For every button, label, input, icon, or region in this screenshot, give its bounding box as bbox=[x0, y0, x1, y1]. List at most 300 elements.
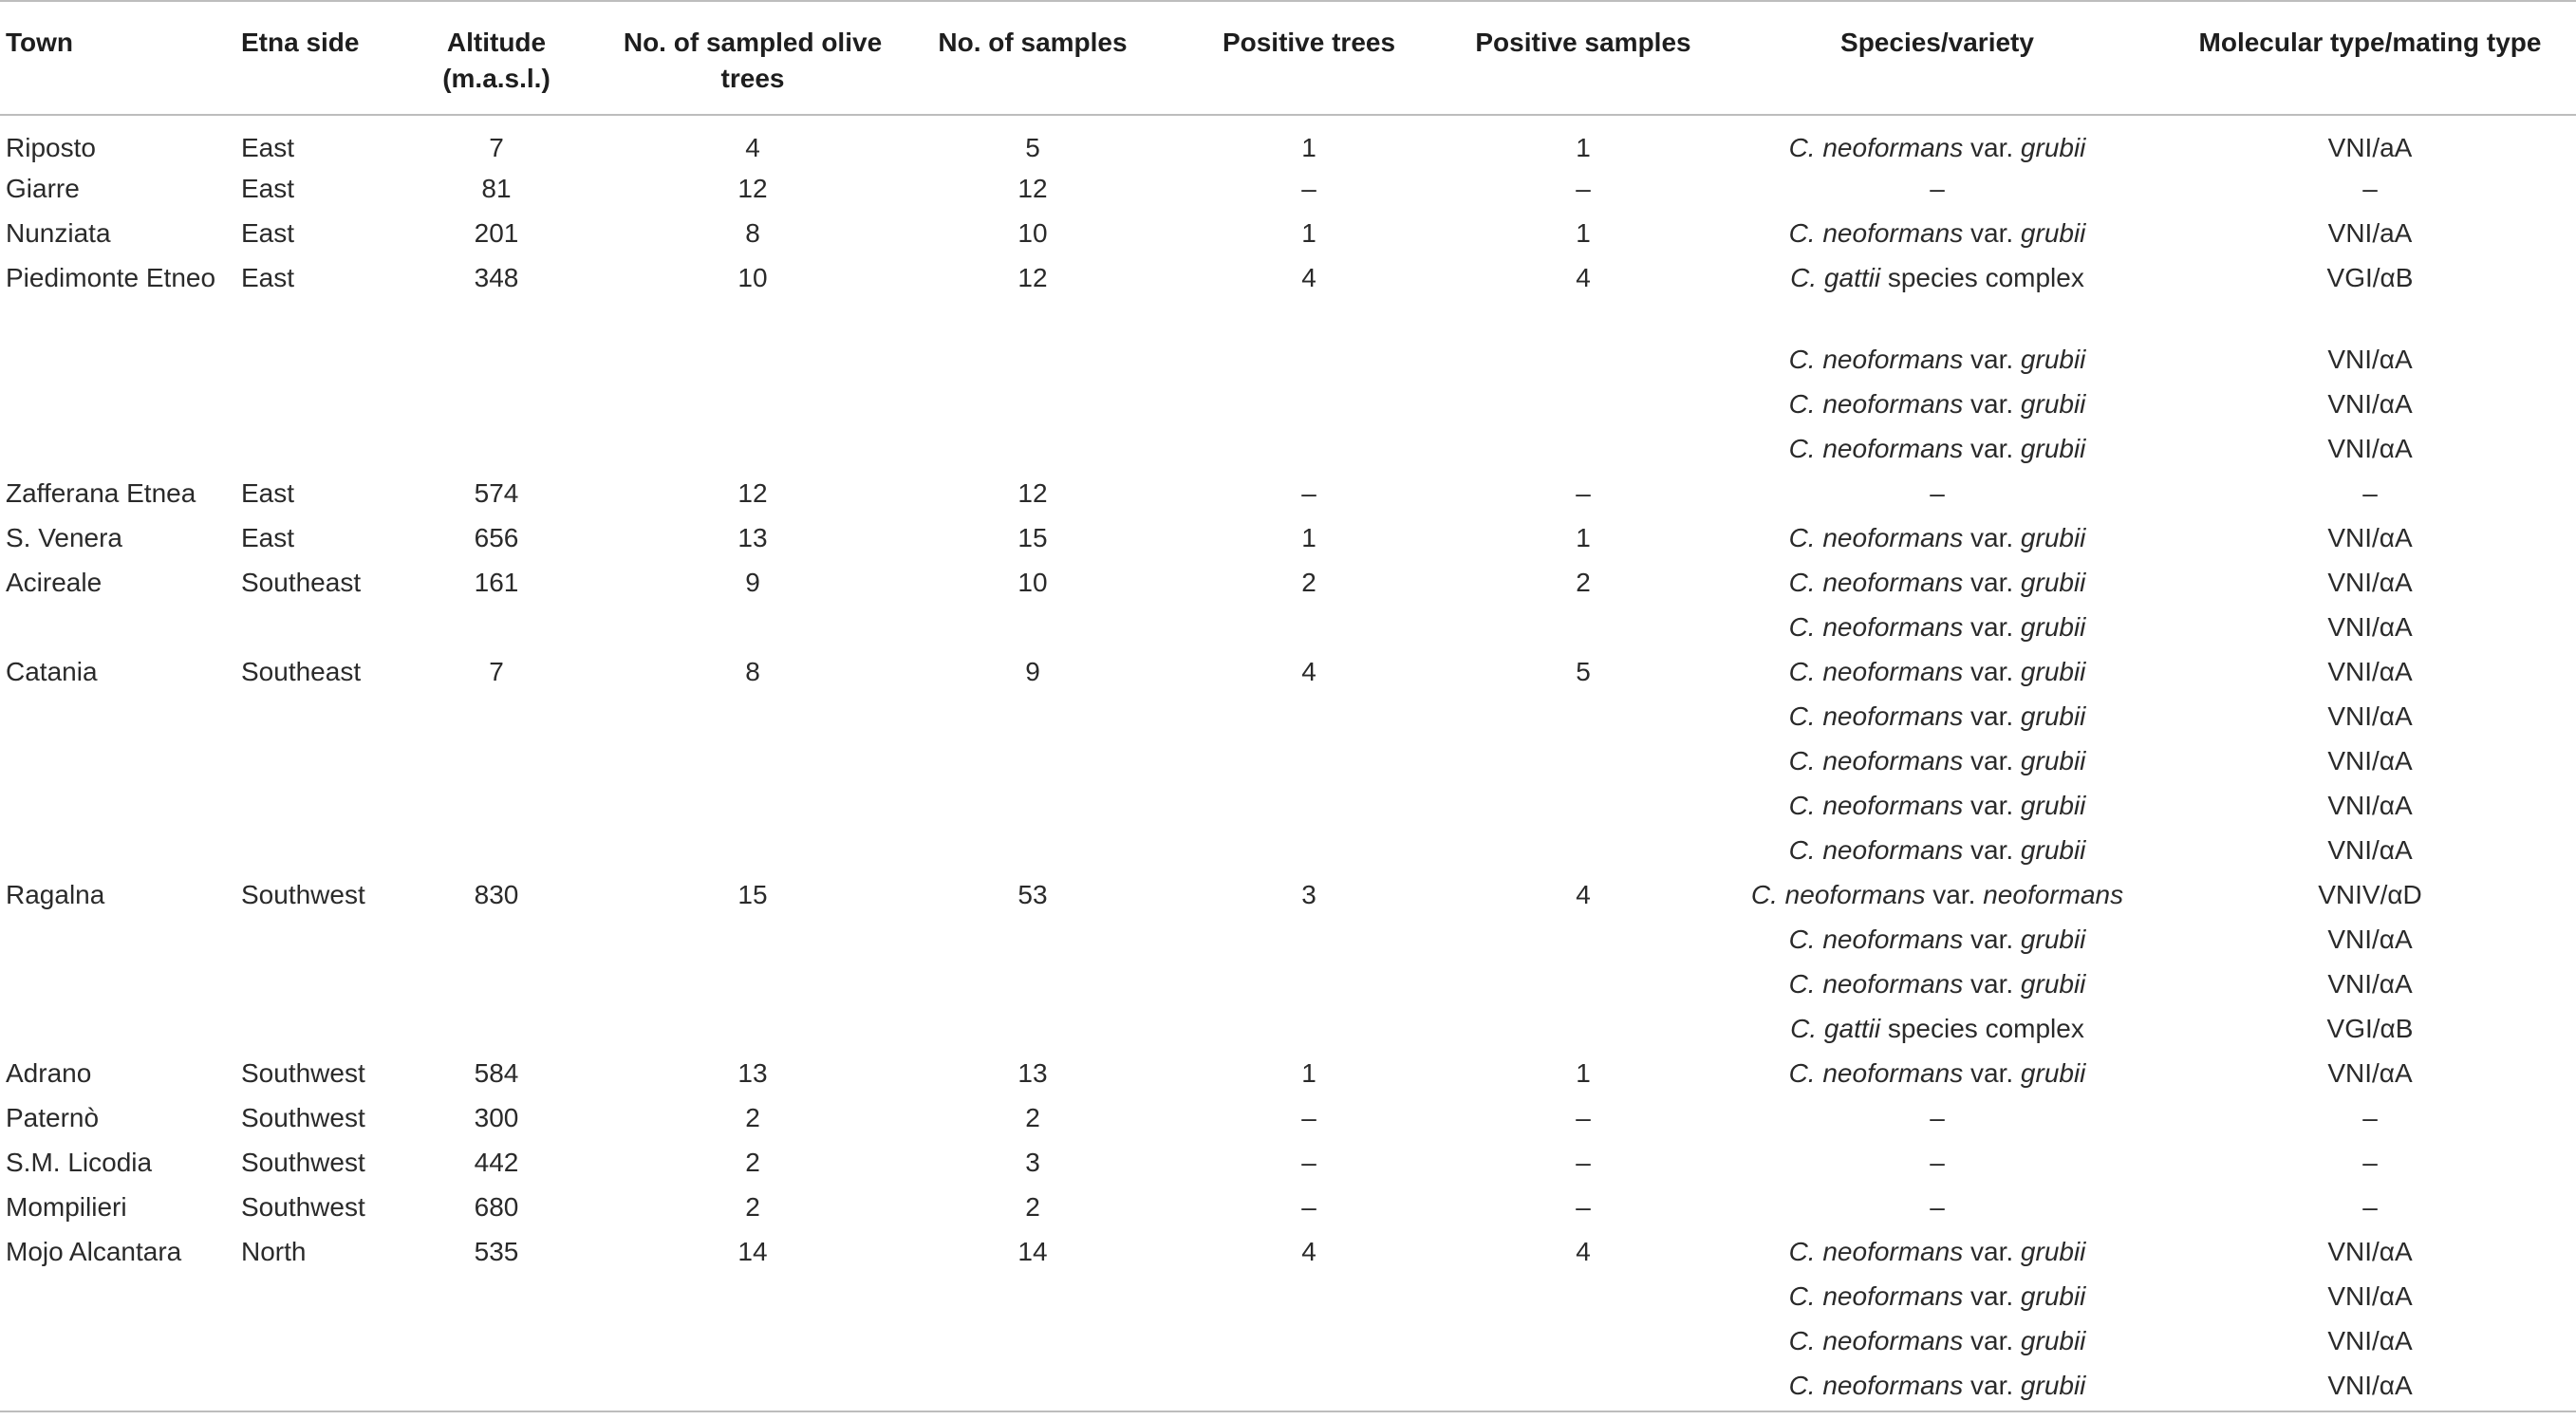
cell-species bbox=[1710, 215, 2164, 259]
cell-samples: 12 bbox=[1017, 263, 1048, 292]
cell-samples: 13 bbox=[1017, 1058, 1048, 1088]
cell-molecular-type: VNI/aA bbox=[2327, 133, 2413, 162]
cell-town: Mompilieri bbox=[6, 1192, 127, 1222]
species-italic-text: grubii bbox=[2020, 1058, 2086, 1088]
cell-etna-side bbox=[233, 921, 391, 965]
cell-etna-side: East bbox=[241, 263, 295, 292]
species-italic-text: grubii bbox=[2020, 1237, 2086, 1266]
cell-sampled-trees: 8 bbox=[745, 657, 760, 686]
cell-positive-samples: – bbox=[1576, 1103, 1591, 1132]
cell-altitude bbox=[391, 341, 602, 385]
species-text: – bbox=[1930, 478, 1945, 508]
species-italic-text: C. neoformans bbox=[1788, 345, 1964, 374]
cell-positive-trees: 3 bbox=[1301, 880, 1316, 909]
cell-etna-side: East bbox=[241, 523, 295, 552]
species-text: var. bbox=[1963, 345, 2021, 374]
cell-molecular-type: VNI/αA bbox=[2327, 746, 2413, 775]
species-italic-text: grubii bbox=[2020, 523, 2086, 552]
cell-positive-trees: – bbox=[1301, 174, 1316, 203]
cell-sampled-trees: 2 bbox=[745, 1148, 760, 1177]
cell-samples bbox=[904, 787, 1162, 831]
cell-altitude: 574 bbox=[474, 478, 519, 508]
cell-etna-side bbox=[233, 341, 391, 385]
cell-etna-side: Southwest bbox=[241, 1103, 365, 1132]
species-italic-text: C. neoformans bbox=[1788, 568, 1964, 597]
species-italic-text: grubii bbox=[2020, 657, 2086, 686]
species-italic-text: grubii bbox=[2020, 133, 2086, 162]
cell-etna-side bbox=[233, 385, 391, 430]
cell-samples: 10 bbox=[1017, 568, 1048, 597]
cell-town bbox=[0, 608, 233, 653]
species-italic-text: C. neoformans bbox=[1788, 218, 1964, 248]
cell-town bbox=[0, 1322, 233, 1367]
cell-sampled-trees bbox=[602, 1322, 904, 1367]
species-italic-text: grubii bbox=[2020, 345, 2086, 374]
cell-positive-trees: 2 bbox=[1301, 568, 1316, 597]
cell-species bbox=[1710, 1010, 2164, 1055]
cell-positive-samples bbox=[1456, 921, 1710, 965]
species-italic-text: C. neoformans bbox=[1788, 612, 1964, 642]
cell-species bbox=[1710, 698, 2164, 742]
cell-altitude: 161 bbox=[474, 568, 519, 597]
cell-positive-trees bbox=[1162, 1278, 1456, 1322]
species-italic-text: grubii bbox=[2020, 791, 2086, 820]
species-italic-text: C. gattii bbox=[1790, 263, 1881, 292]
cell-samples bbox=[904, 341, 1162, 385]
cell-town bbox=[0, 787, 233, 831]
species-text: var. bbox=[1963, 1371, 2021, 1400]
species-text: var. bbox=[1963, 969, 2021, 999]
cell-samples: 14 bbox=[1017, 1237, 1048, 1266]
cell-species bbox=[1710, 1055, 2164, 1099]
cell-positive-samples: 1 bbox=[1576, 218, 1591, 248]
cell-town: Nunziata bbox=[6, 218, 111, 248]
cell-molecular-type: VNI/aA bbox=[2327, 218, 2413, 248]
cell-positive-samples bbox=[1456, 698, 1710, 742]
cell-positive-samples: 1 bbox=[1576, 133, 1591, 162]
cell-samples: 15 bbox=[1017, 523, 1048, 552]
species-text: var. bbox=[1963, 612, 2021, 642]
cell-altitude bbox=[391, 608, 602, 653]
species-italic-text: C. neoformans bbox=[1788, 969, 1964, 999]
species-italic-text: grubii bbox=[2020, 389, 2086, 419]
cell-etna-side bbox=[233, 831, 391, 876]
cell-molecular-type: VNI/αA bbox=[2327, 835, 2413, 865]
cell-etna-side: East bbox=[241, 478, 295, 508]
cell-molecular-type: VNI/αA bbox=[2327, 523, 2413, 552]
cell-etna-side bbox=[233, 608, 391, 653]
cell-species bbox=[1710, 921, 2164, 965]
cell-sampled-trees bbox=[602, 385, 904, 430]
cell-species bbox=[1710, 1322, 2164, 1367]
cell-positive-trees bbox=[1162, 341, 1456, 385]
table-row bbox=[0, 921, 2576, 965]
cell-positive-trees bbox=[1162, 921, 1456, 965]
cell-species bbox=[1710, 170, 2164, 215]
cell-positive-samples bbox=[1456, 965, 1710, 1010]
table-row bbox=[0, 608, 2576, 653]
cell-etna-side bbox=[233, 1322, 391, 1367]
cell-sampled-trees bbox=[602, 1367, 904, 1411]
cell-sampled-trees bbox=[602, 430, 904, 475]
cell-etna-side bbox=[233, 742, 391, 787]
cell-samples: 53 bbox=[1017, 880, 1048, 909]
header-altitude: Altitude (m.a.s.l.) bbox=[391, 1, 602, 115]
table-row bbox=[0, 1188, 2576, 1233]
cell-altitude: 201 bbox=[474, 218, 519, 248]
cell-sampled-trees bbox=[602, 787, 904, 831]
header-etna-side: Etna side bbox=[233, 1, 391, 115]
header-town: Town bbox=[0, 1, 233, 115]
cell-altitude bbox=[391, 965, 602, 1010]
cell-town: Piedimonte Etneo bbox=[6, 263, 216, 292]
cell-species bbox=[1710, 341, 2164, 385]
cell-etna-side: Southwest bbox=[241, 1058, 365, 1088]
cell-sampled-trees: 12 bbox=[737, 478, 768, 508]
species-italic-text: grubii bbox=[2020, 969, 2086, 999]
species-text: var. bbox=[1963, 389, 2021, 419]
cell-etna-side: Southwest bbox=[241, 880, 365, 909]
species-text: var. bbox=[1963, 746, 2021, 775]
cell-etna-side bbox=[233, 1367, 391, 1411]
species-text: var. bbox=[1963, 1237, 2021, 1266]
cell-etna-side: East bbox=[241, 218, 295, 248]
cell-altitude bbox=[391, 1367, 602, 1411]
cell-sampled-trees: 14 bbox=[737, 1237, 768, 1266]
species-italic-text: grubii bbox=[2020, 218, 2086, 248]
table-row bbox=[0, 831, 2576, 876]
cell-samples: 2 bbox=[1025, 1103, 1040, 1132]
species-italic-text: grubii bbox=[2020, 568, 2086, 597]
cell-samples: 12 bbox=[1017, 478, 1048, 508]
table-row bbox=[0, 430, 2576, 475]
cell-town bbox=[0, 921, 233, 965]
cell-molecular-type: – bbox=[2362, 478, 2378, 508]
cell-town: S. Venera bbox=[6, 523, 122, 552]
cell-town: Riposto bbox=[6, 133, 96, 162]
cell-positive-trees bbox=[1162, 430, 1456, 475]
species-text: var. bbox=[1963, 434, 2021, 463]
table-row bbox=[0, 475, 2576, 519]
cell-molecular-type: VNI/αA bbox=[2327, 701, 2413, 731]
species-italic-text: grubii bbox=[2020, 1281, 2086, 1311]
cell-positive-trees bbox=[1162, 1010, 1456, 1055]
table-row bbox=[0, 1055, 2576, 1099]
cell-positive-trees: 1 bbox=[1301, 1058, 1316, 1088]
cell-altitude: 656 bbox=[474, 523, 519, 552]
cell-positive-samples bbox=[1456, 385, 1710, 430]
cell-altitude: 7 bbox=[489, 133, 504, 162]
cell-altitude bbox=[391, 787, 602, 831]
species-italic-text: grubii bbox=[2020, 835, 2086, 865]
cell-molecular-type: – bbox=[2362, 1103, 2378, 1132]
cell-positive-samples bbox=[1456, 1367, 1710, 1411]
cell-species bbox=[1710, 965, 2164, 1010]
cell-molecular-type: VNI/αA bbox=[2327, 969, 2413, 999]
table-row bbox=[0, 1144, 2576, 1188]
cell-species bbox=[1710, 385, 2164, 430]
species-italic-text: grubii bbox=[2020, 1371, 2086, 1400]
cell-town: Adrano bbox=[6, 1058, 92, 1088]
species-italic-text: C. neoformans bbox=[1788, 925, 1964, 954]
cell-positive-samples bbox=[1456, 831, 1710, 876]
cell-samples: 3 bbox=[1025, 1148, 1040, 1177]
species-text: var. bbox=[1963, 1281, 2021, 1311]
cell-altitude: 300 bbox=[474, 1103, 519, 1132]
cell-town: Acireale bbox=[6, 568, 103, 597]
cell-altitude bbox=[391, 430, 602, 475]
cell-molecular-type: VNI/αA bbox=[2327, 1281, 2413, 1311]
cell-species bbox=[1710, 653, 2164, 698]
cell-positive-trees: – bbox=[1301, 1148, 1316, 1177]
species-text: var. bbox=[1963, 133, 2021, 162]
cell-samples bbox=[904, 430, 1162, 475]
cell-sampled-trees: 15 bbox=[737, 880, 768, 909]
species-italic-text: C. gattii bbox=[1790, 1014, 1881, 1043]
species-italic-text: C. neoformans bbox=[1788, 389, 1964, 419]
cell-positive-samples: 4 bbox=[1576, 1237, 1591, 1266]
cell-samples bbox=[904, 608, 1162, 653]
cell-sampled-trees: 2 bbox=[745, 1192, 760, 1222]
cell-positive-trees bbox=[1162, 385, 1456, 430]
cell-positive-samples bbox=[1456, 742, 1710, 787]
cell-positive-samples: 4 bbox=[1576, 880, 1591, 909]
cell-positive-samples: 4 bbox=[1576, 263, 1591, 292]
cell-sampled-trees: 4 bbox=[745, 133, 760, 162]
species-text: var. bbox=[1963, 218, 2021, 248]
cell-molecular-type: VGI/αB bbox=[2326, 1014, 2414, 1043]
table-row bbox=[0, 519, 2576, 564]
header-positive-samples: Positive samples bbox=[1456, 1, 1710, 115]
cell-molecular-type: VNI/αA bbox=[2327, 389, 2413, 419]
cell-samples: 5 bbox=[1025, 133, 1040, 162]
cell-etna-side bbox=[233, 430, 391, 475]
table-row bbox=[0, 341, 2576, 385]
cell-sampled-trees: 2 bbox=[745, 1103, 760, 1132]
cell-sampled-trees bbox=[602, 1278, 904, 1322]
cell-positive-trees: 4 bbox=[1301, 263, 1316, 292]
species-text: var. bbox=[1963, 1326, 2021, 1355]
table-row bbox=[0, 1322, 2576, 1367]
cell-positive-samples bbox=[1456, 430, 1710, 475]
cell-molecular-type: VNI/αA bbox=[2164, 1367, 2576, 1411]
table-row bbox=[0, 742, 2576, 787]
species-text: – bbox=[1930, 1192, 1945, 1222]
species-text: var. bbox=[1963, 925, 2021, 954]
cell-positive-trees bbox=[1162, 1322, 1456, 1367]
species-text: var. bbox=[1963, 835, 2021, 865]
cell-molecular-type: VGI/αB bbox=[2326, 263, 2414, 292]
cell-positive-trees: 1 bbox=[1301, 133, 1316, 162]
cell-altitude bbox=[391, 742, 602, 787]
species-text: var. bbox=[1963, 701, 2021, 731]
cell-positive-trees bbox=[1162, 698, 1456, 742]
cell-positive-trees: – bbox=[1301, 1103, 1316, 1132]
cell-etna-side bbox=[233, 965, 391, 1010]
cell-positive-samples: 5 bbox=[1576, 657, 1591, 686]
cell-town: Ragalna bbox=[6, 880, 105, 909]
cell-altitude: 442 bbox=[474, 1148, 519, 1177]
cell-species bbox=[1710, 1233, 2164, 1278]
cell-samples: 12 bbox=[1017, 174, 1048, 203]
header-sampled-trees: No. of sampled olive trees bbox=[602, 1, 904, 115]
cell-town bbox=[0, 1278, 233, 1322]
cell-positive-trees bbox=[1162, 831, 1456, 876]
cell-town bbox=[0, 1367, 233, 1411]
table-row bbox=[0, 876, 2576, 921]
table-row bbox=[0, 385, 2576, 430]
cell-altitude: 535 bbox=[474, 1237, 519, 1266]
header-species: Species/variety bbox=[1710, 1, 2164, 115]
cell-species bbox=[1710, 564, 2164, 608]
cell-altitude bbox=[391, 1278, 602, 1322]
species-text: var. bbox=[1963, 523, 2021, 552]
cell-town bbox=[0, 831, 233, 876]
cell-species bbox=[1710, 1144, 2164, 1188]
cell-etna-side: East bbox=[241, 174, 295, 203]
cell-species bbox=[1710, 876, 2164, 921]
table-row bbox=[0, 259, 2576, 341]
cell-samples: 10 bbox=[1017, 218, 1048, 248]
cell-species bbox=[1710, 831, 2164, 876]
table-row bbox=[0, 564, 2576, 608]
cell-town: Giarre bbox=[6, 174, 80, 203]
cell-town: Zafferana Etnea bbox=[6, 478, 196, 508]
cell-town: Mojo Alcantara bbox=[6, 1237, 182, 1266]
cell-altitude: 348 bbox=[474, 263, 519, 292]
cell-altitude bbox=[391, 921, 602, 965]
cell-sampled-trees: 10 bbox=[737, 263, 768, 292]
cell-altitude bbox=[391, 831, 602, 876]
cell-positive-samples bbox=[1456, 1322, 1710, 1367]
species-italic-text: grubii bbox=[2020, 434, 2086, 463]
cell-molecular-type: VNI/αA bbox=[2327, 1058, 2413, 1088]
cell-molecular-type: – bbox=[2362, 174, 2378, 203]
cell-positive-samples bbox=[1456, 341, 1710, 385]
cell-sampled-trees bbox=[602, 921, 904, 965]
cell-sampled-trees bbox=[602, 341, 904, 385]
cell-positive-trees: – bbox=[1301, 478, 1316, 508]
table-row bbox=[0, 1367, 2576, 1411]
cell-molecular-type: VNI/αA bbox=[2327, 568, 2413, 597]
cell-positive-samples bbox=[1456, 608, 1710, 653]
cell-samples: 2 bbox=[1025, 1192, 1040, 1222]
table-row bbox=[0, 787, 2576, 831]
species-italic-text: C. neoformans bbox=[1788, 746, 1964, 775]
cell-sampled-trees bbox=[602, 608, 904, 653]
cell-species bbox=[1710, 430, 2164, 475]
cell-etna-side: Southeast bbox=[241, 568, 362, 597]
species-text: – bbox=[1930, 174, 1945, 203]
cell-samples bbox=[904, 1010, 1162, 1055]
species-text: – bbox=[1930, 1148, 1945, 1177]
cell-town bbox=[0, 1010, 233, 1055]
cell-positive-samples: – bbox=[1576, 1148, 1591, 1177]
cell-positive-samples: 1 bbox=[1576, 1058, 1591, 1088]
cell-sampled-trees bbox=[602, 698, 904, 742]
species-italic-text: C. neoformans bbox=[1788, 791, 1964, 820]
cell-samples bbox=[904, 385, 1162, 430]
table-row bbox=[0, 965, 2576, 1010]
species-italic-text: C. neoformans bbox=[1788, 1281, 1964, 1311]
species-italic-text: grubii bbox=[2020, 701, 2086, 731]
cell-molecular-type: VNI/αA bbox=[2327, 925, 2413, 954]
species-italic-text: neoformans bbox=[1983, 880, 2124, 909]
cell-samples bbox=[904, 1367, 1162, 1411]
cell-samples bbox=[904, 921, 1162, 965]
species-text: var. bbox=[1963, 568, 2021, 597]
table-row bbox=[0, 1233, 2576, 1278]
table-row bbox=[0, 653, 2576, 698]
cell-positive-trees: 4 bbox=[1301, 657, 1316, 686]
cell-species bbox=[1710, 475, 2164, 519]
header-row bbox=[0, 1, 2576, 115]
cell-positive-trees bbox=[1162, 965, 1456, 1010]
species-italic-text: C. neoformans bbox=[1788, 1237, 1964, 1266]
cell-positive-trees: 4 bbox=[1301, 1237, 1316, 1266]
cell-species bbox=[1710, 1367, 2164, 1411]
table-row bbox=[0, 1099, 2576, 1144]
cell-altitude: 680 bbox=[474, 1192, 519, 1222]
cell-town bbox=[0, 965, 233, 1010]
cell-species bbox=[1710, 115, 2164, 170]
cell-molecular-type: VNI/αA bbox=[2327, 1326, 2413, 1355]
species-text: var. bbox=[1963, 657, 2021, 686]
cell-town: Paternò bbox=[6, 1103, 100, 1132]
cell-positive-trees: 1 bbox=[1301, 523, 1316, 552]
species-text: var. bbox=[1925, 880, 1984, 909]
species-italic-text: C. neoformans bbox=[1788, 657, 1964, 686]
cell-etna-side: North bbox=[241, 1237, 307, 1266]
cell-positive-samples: 1 bbox=[1576, 523, 1591, 552]
table-row bbox=[0, 1278, 2576, 1322]
species-italic-text: C. neoformans bbox=[1788, 133, 1964, 162]
cell-sampled-trees: 8 bbox=[745, 218, 760, 248]
cell-molecular-type: VNI/αA bbox=[2327, 791, 2413, 820]
cell-sampled-trees: 12 bbox=[737, 174, 768, 203]
cell-positive-samples: – bbox=[1576, 1192, 1591, 1222]
species-italic-text: C. neoformans bbox=[1750, 880, 1926, 909]
cell-positive-samples bbox=[1456, 787, 1710, 831]
cell-town: S.M. Licodia bbox=[6, 1148, 153, 1177]
cell-positive-samples bbox=[1456, 1278, 1710, 1322]
cell-molecular-type: VNI/αA bbox=[2327, 345, 2413, 374]
cell-samples: 9 bbox=[1025, 657, 1040, 686]
cell-etna-side bbox=[233, 787, 391, 831]
cell-etna-side bbox=[233, 1278, 391, 1322]
cell-sampled-trees bbox=[602, 831, 904, 876]
cell-species bbox=[1710, 742, 2164, 787]
species-italic-text: grubii bbox=[2020, 925, 2086, 954]
cell-samples bbox=[904, 1322, 1162, 1367]
cell-positive-trees: – bbox=[1301, 1192, 1316, 1222]
cell-species bbox=[1710, 608, 2164, 653]
cell-town bbox=[0, 698, 233, 742]
table-row bbox=[0, 115, 2576, 170]
cell-positive-trees bbox=[1162, 608, 1456, 653]
species-italic-text: C. neoformans bbox=[1788, 523, 1964, 552]
species-italic-text: C. neoformans bbox=[1788, 1371, 1964, 1400]
header-positive-trees: Positive trees bbox=[1162, 1, 1456, 115]
cell-altitude: 7 bbox=[489, 657, 504, 686]
cell-positive-trees: 1 bbox=[1301, 218, 1316, 248]
species-italic-text: C. neoformans bbox=[1788, 434, 1964, 463]
species-italic-text: grubii bbox=[2020, 746, 2086, 775]
cell-molecular-type: – bbox=[2362, 1192, 2378, 1222]
cell-positive-trees bbox=[1162, 787, 1456, 831]
species-text: var. bbox=[1963, 1058, 2021, 1088]
species-italic-text: C. neoformans bbox=[1788, 1326, 1964, 1355]
